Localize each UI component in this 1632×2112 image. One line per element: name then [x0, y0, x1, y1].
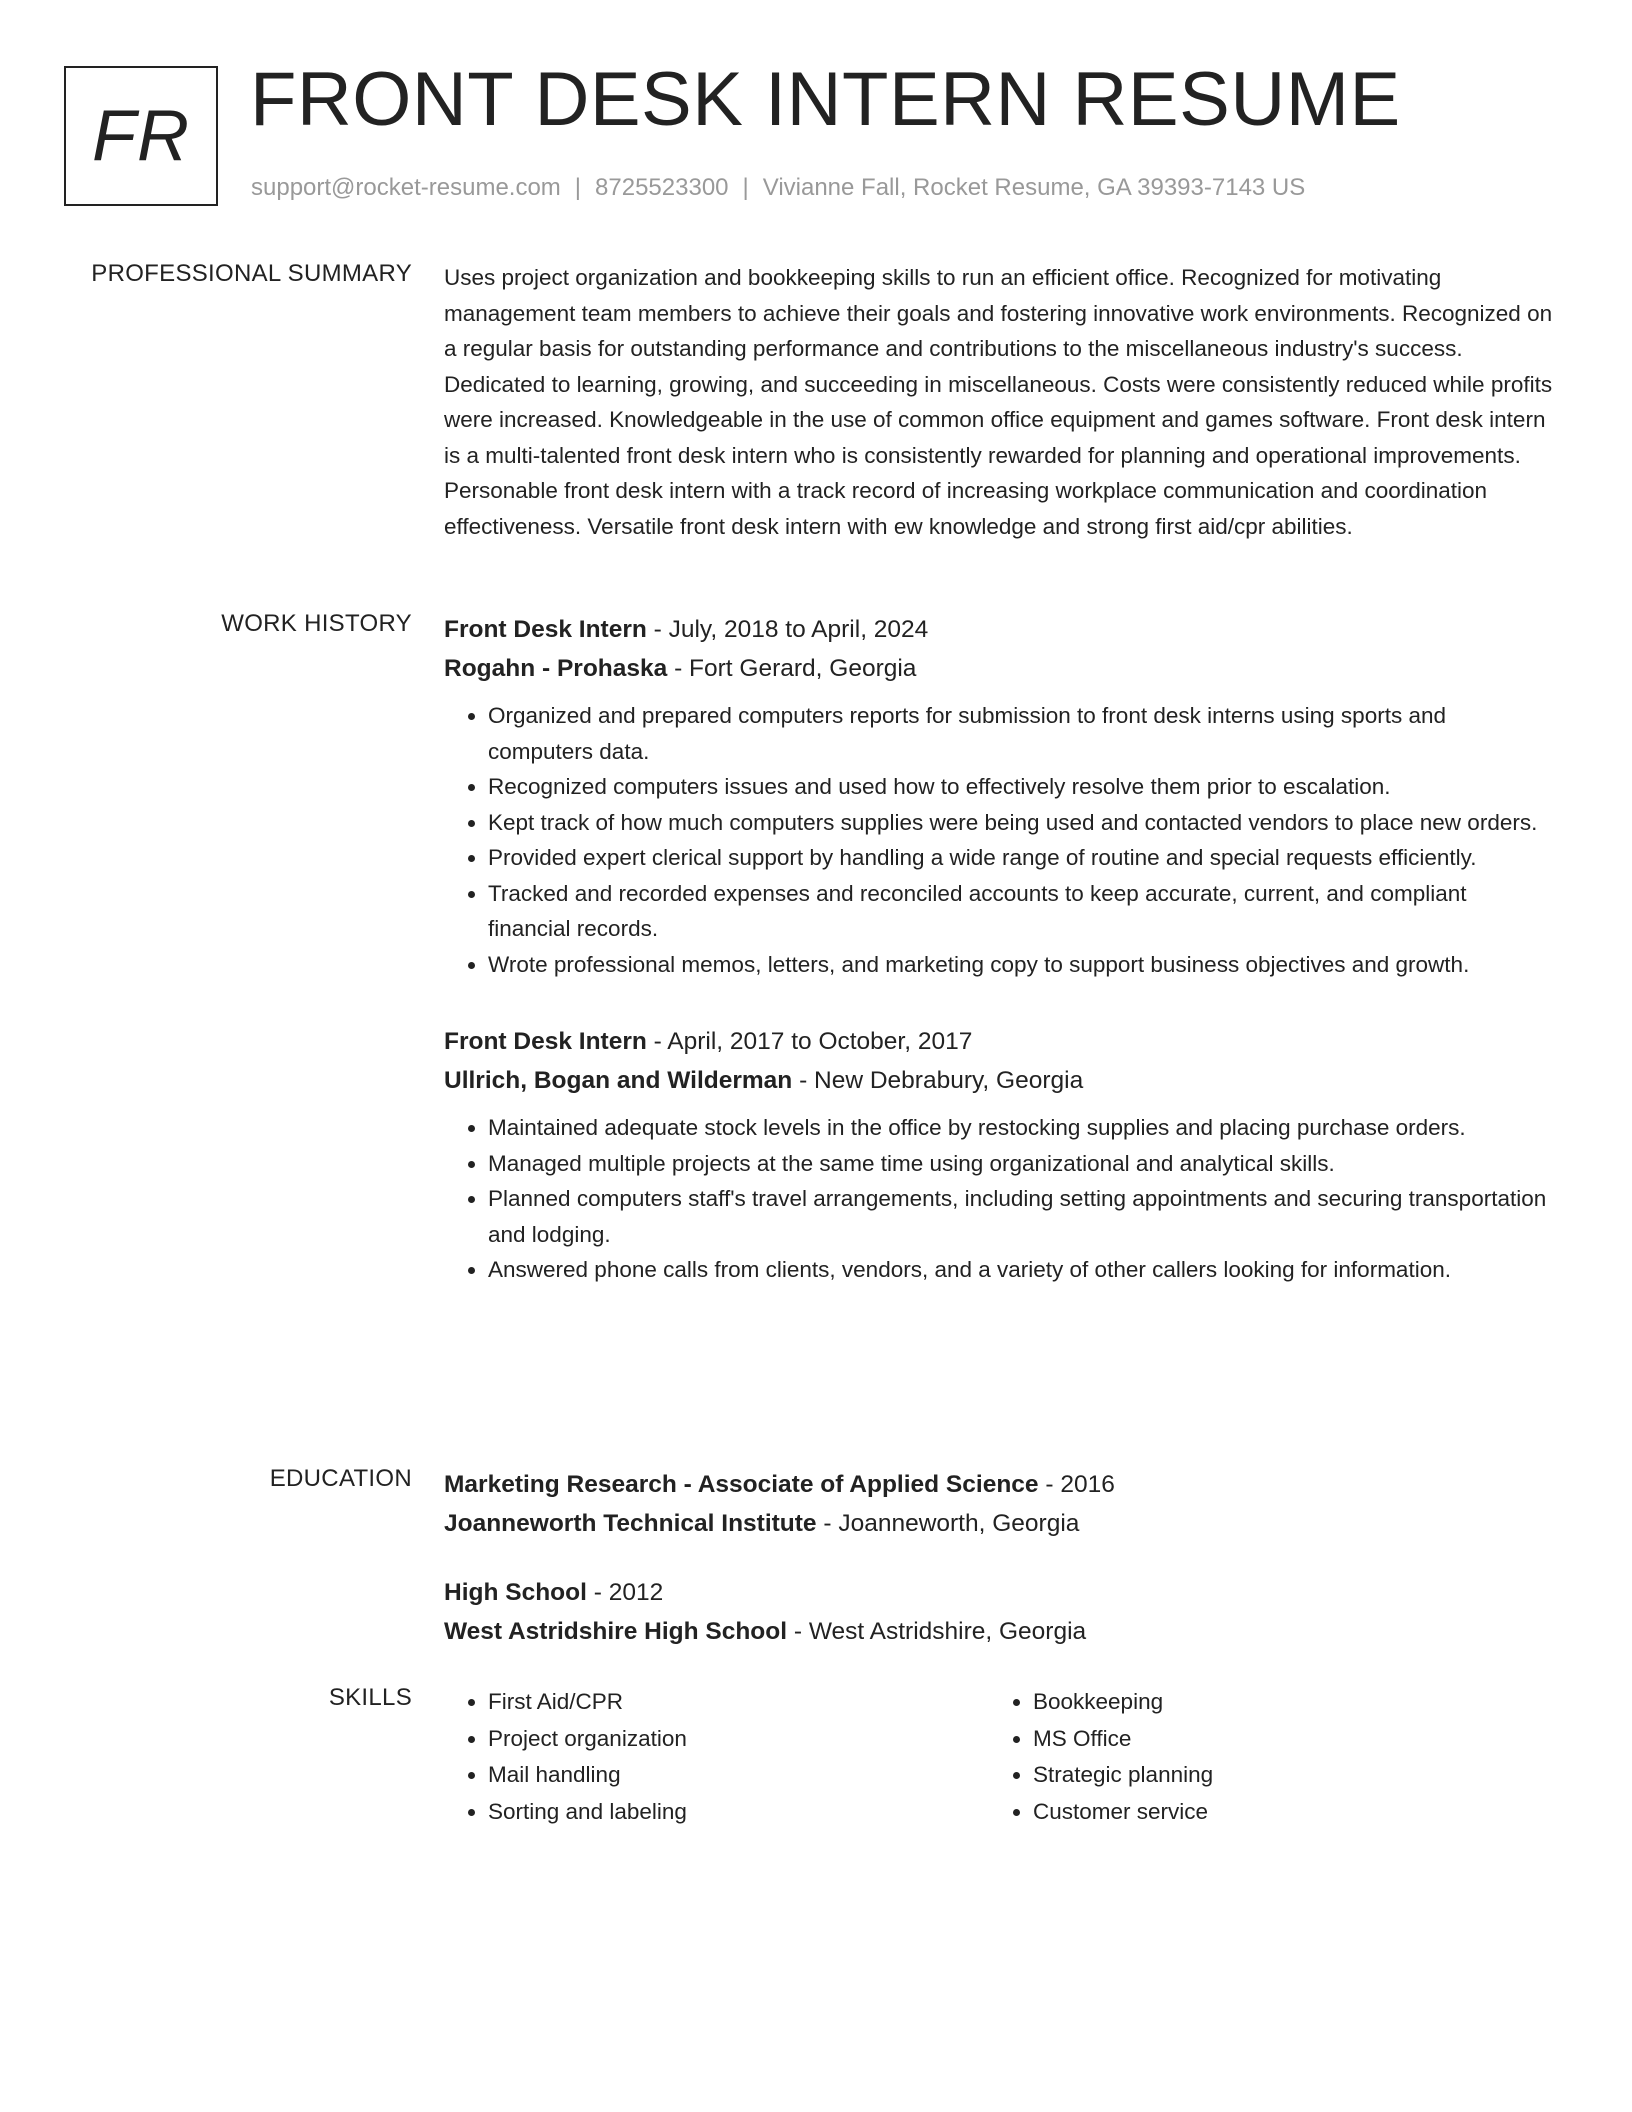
job-company-line — [444, 1061, 1554, 1100]
section-label-summary: PROFESSIONAL SUMMARY — [91, 260, 412, 287]
degree-year: - 2012 — [586, 1579, 664, 1606]
skill-item: • First Aid/CPR — [488, 1684, 989, 1721]
skill-item: • Project organization — [488, 1721, 989, 1758]
contact-separator: | — [574, 174, 582, 201]
school-line — [444, 1612, 1554, 1651]
degree-line — [444, 1465, 1554, 1504]
summary-body — [444, 260, 1554, 544]
education-body — [444, 1465, 1554, 1651]
work-body — [444, 610, 1554, 1288]
job-bullet: • Answered phone calls from clients, vendors, and a variety of other callers looking for information. — [488, 1252, 1554, 1288]
job-title-line — [444, 1022, 1554, 1061]
job-bullets — [444, 698, 1554, 982]
job-company-line — [444, 649, 1554, 688]
education-entry — [444, 1465, 1554, 1543]
job-company: Ullrich, Bogan and Wilderman — [444, 1067, 793, 1094]
degree-line — [444, 1573, 1554, 1612]
job-bullet: • Wrote professional memos, letters, and marketing copy to support business objectives and growth. — [488, 947, 1554, 983]
contact-email[interactable]: support@rocket-resume.com — [251, 174, 561, 201]
skills-column-left — [444, 1684, 989, 1830]
degree-year: - 2016 — [1038, 1471, 1115, 1498]
contact-line — [251, 174, 1305, 202]
section-label-skills: SKILLS — [328, 1684, 412, 1711]
degree-name: High School — [444, 1579, 587, 1606]
skill-item: • Bookkeeping — [1033, 1684, 1534, 1721]
job-title-line — [444, 610, 1554, 649]
job-bullet: • Managed multiple projects at the same time using organizational and analytical skills. — [488, 1146, 1554, 1182]
monogram-initials: FR — [92, 96, 190, 176]
job-title: Front Desk Intern — [444, 616, 647, 643]
resume-title: FRONT DESK INTERN RESUME — [250, 57, 1401, 142]
job-location: - Fort Gerard, Georgia — [667, 655, 917, 682]
job-dates: - July, 2018 to April, 2024 — [646, 616, 929, 643]
section-label-work: WORK HISTORY — [221, 610, 412, 637]
school-name: West Astridshire High School — [444, 1618, 788, 1645]
job-bullet: • Kept track of how much computers supplies were being used and contacted vendors to place new orders. — [488, 805, 1554, 841]
job-bullet: • Tracked and recorded expenses and reconciled accounts to keep accurate, current, and compliant financial records. — [488, 876, 1554, 947]
skills-body — [444, 1684, 1554, 1830]
skill-item: • Mail handling — [488, 1757, 989, 1794]
skill-item: • Sorting and labeling — [488, 1794, 989, 1831]
monogram-box — [64, 66, 218, 206]
degree-name: Marketing Research - Associate of Applied Science — [444, 1471, 1039, 1498]
skills-column-right — [989, 1684, 1534, 1830]
job-entry — [444, 1022, 1554, 1288]
skill-item: • Customer service — [1033, 1794, 1534, 1831]
job-bullet: • Planned computers staff's travel arrangements, including setting appointments and securing transportation and lodging. — [488, 1181, 1554, 1252]
contact-separator: | — [742, 174, 749, 201]
job-location: - New Debrabury, Georgia — [792, 1067, 1084, 1094]
education-entry — [444, 1573, 1554, 1651]
job-bullet: • Recognized computers issues and used how to effectively resolve them prior to escalation. — [488, 769, 1554, 805]
school-location: - West Astridshire, Georgia — [787, 1618, 1087, 1645]
job-bullets — [444, 1110, 1554, 1288]
job-bullet: • Provided expert clerical support by handling a wide range of routine and special requests efficiently. — [488, 840, 1554, 876]
job-company: Rogahn - Prohaska — [444, 655, 668, 682]
school-location: - Joanneworth, Georgia — [816, 1510, 1080, 1537]
contact-phone[interactable]: 8725523300 — [595, 174, 729, 201]
job-bullet: • Organized and prepared computers reports for submission to front desk interns using sports and computers data. — [488, 698, 1554, 769]
job-entry — [444, 610, 1554, 982]
job-title: Front Desk Intern — [444, 1028, 647, 1055]
job-dates: - April, 2017 to October, 2017 — [646, 1028, 973, 1055]
job-bullet: • Maintained adequate stock levels in the office by restocking supplies and placing purchase orders. — [488, 1110, 1554, 1146]
skills-grid — [444, 1684, 1554, 1830]
skill-item: • Strategic planning — [1033, 1757, 1534, 1794]
school-line — [444, 1504, 1554, 1543]
section-label-education: EDUCATION — [269, 1465, 412, 1492]
summary-text: Uses project organization and bookkeeping skills to run an efficient office. Recognized for motivating management team members to achieve their goals and fostering innovative work environments. Recognized on a regular basis for outstanding performance and contributions to the miscellaneous industry's success. Dedicated to learning, growing, and succeeding in miscellaneous. Costs were consistently reduced while profits were increased. Knowledgeable in the use of common office equipment and games software. Front desk intern is a multi-talented front desk intern who is consistently rewarded for planning and operational improvements. Personable front desk intern with a track record of increasing workplace communication and coordination effectiveness. Versatile front desk intern with ew knowledge and strong first aid/cpr abilities. — [444, 265, 1553, 539]
school-name: Joanneworth Technical Institute — [444, 1510, 817, 1537]
contact-address: Vivianne Fall, Rocket Resume, GA 39393-7143 US — [762, 174, 1306, 201]
skill-item: • MS Office — [1033, 1721, 1534, 1758]
